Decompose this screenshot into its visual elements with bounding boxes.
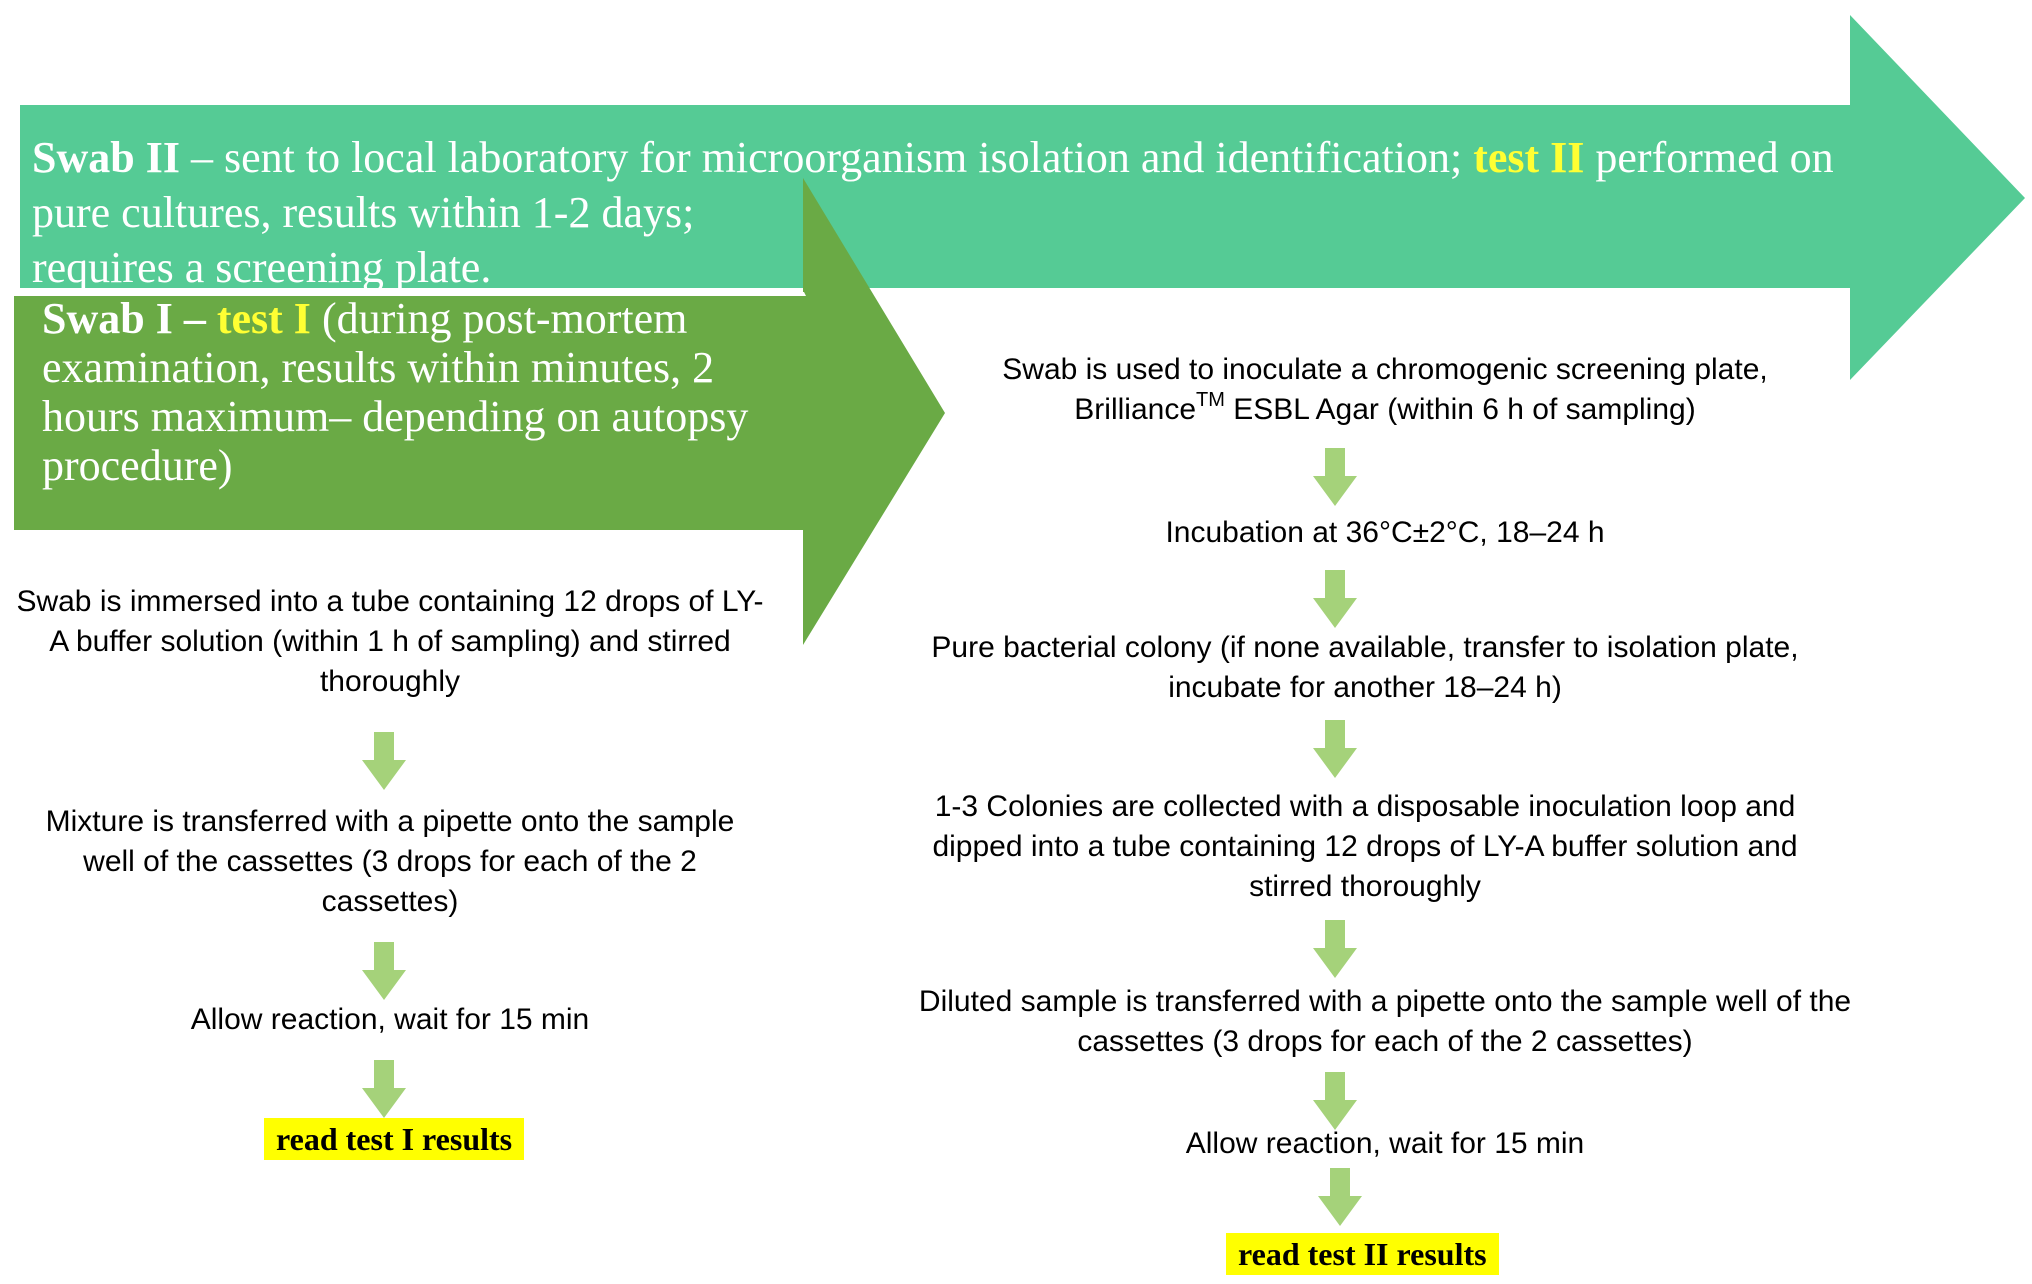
down-arrow-icon [362,942,406,1000]
swab1-header [42,294,802,490]
left-result-badge: read test I results [264,1118,524,1160]
swab2-title: Swab II [32,133,180,182]
swab2-text-before: – sent to local laboratory for microorganism isolation and identification; [179,133,1474,182]
swab2-test-label: test II [1473,133,1585,182]
right-step-5: Diluted sample is transferred with a pipette onto the sample well of the cassettes (3 drops for each of the 2 cassettes) [918,985,1852,1058]
right-step-1 [900,350,1870,430]
right-step-2: Incubation at 36°C±2°C, 18–24 h [1165,516,1605,549]
swab2-text-after: performed on pure cultures, results within 1-2 days; [32,133,1834,237]
down-arrow-icon [362,732,406,790]
down-arrow-icon [362,1060,406,1118]
right-step-1-rest: ESBL Agar (within 6 h of sampling) [1224,393,1696,426]
down-arrow-icon [1313,448,1357,506]
down-arrow-icon [1313,720,1357,778]
swab2-header [32,130,1872,295]
right-step-1-line1: Swab is used to inoculate a chromogenic screening plate, [1002,353,1768,386]
right-step-3: Pure bacterial colony (if none available, transfer to isolation plate, incubate for another 18–24 h) [931,631,1799,704]
swab1-test-label: test I [216,294,311,343]
swab2-line3: requires a screening plate. [32,243,492,292]
left-step-1: Swab is immersed into a tube containing 12 drops of LY-A buffer solution (within 1 h of sampling) and stirred thoroughly [16,585,764,698]
down-arrow-icon [1318,1168,1362,1226]
down-arrow-icon [1313,570,1357,628]
down-arrow-icon [1313,920,1357,978]
left-step-3: Allow reaction, wait for 15 min [190,1003,590,1036]
right-step-4: 1-3 Colonies are collected with a disposable inoculation loop and dipped into a tube containing 12 drops of LY-A buffer solution and stirred thoroughly [932,790,1798,903]
down-arrow-icon [1313,1072,1357,1130]
swab1-title: Swab I – [42,294,206,343]
right-result-badge: read test II results [1226,1233,1499,1275]
right-step-6: Allow reaction, wait for 15 min [1185,1127,1585,1160]
left-step-2: Mixture is transferred with a pipette onto the sample well of the cassettes (3 drops for each of the 2 cassettes) [45,805,735,918]
swab1-text: (during post-mortem examination, results within minutes, 2 hours maximum– depending on autopsy procedure) [42,294,749,490]
trademark-sup: TM [1196,389,1225,411]
right-step-1-brand: Brilliance [1074,393,1197,426]
